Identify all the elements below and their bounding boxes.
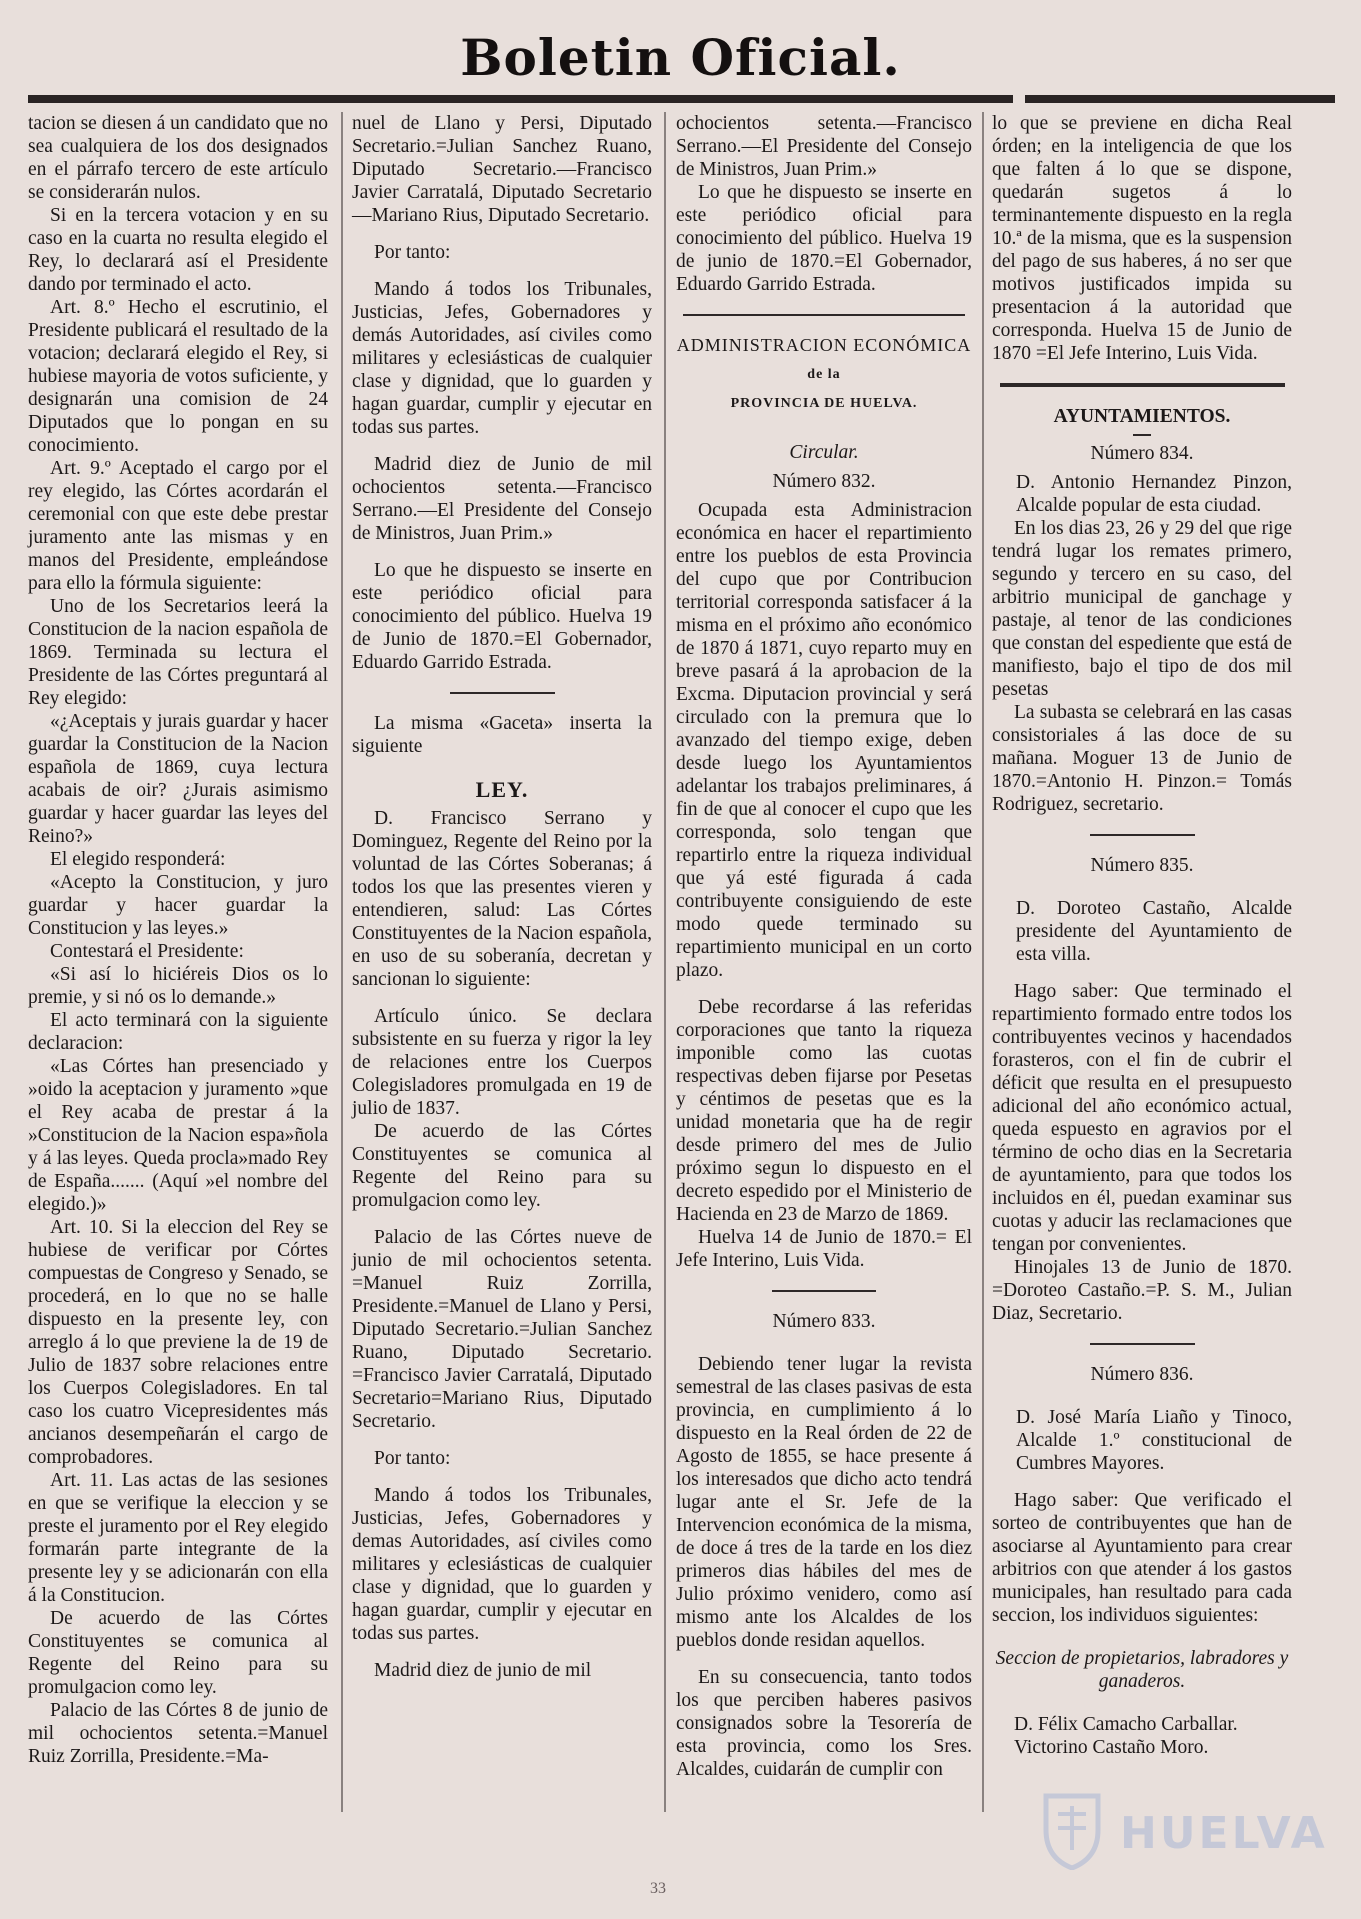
watermark-text: HUELVA [1120, 1808, 1328, 1859]
paragraph: Uno de los Secretarios leerá la Constitucion de la nacion española de 1869. Terminada su lectura el Presidente de las Córtes preguntará al Rey elegido: [28, 596, 328, 709]
paragraph: D. Antonio Hernandez Pinzon, Alcalde popular de esta ciudad. [1016, 472, 1292, 516]
paragraph: Lo que he dispuesto se inserte en este periódico oficial para conocimiento del público. Huelva 19 de junio de 1870.=El Gobernador, Eduardo Garrido Estrada. [676, 182, 972, 295]
header-rule-left [28, 95, 1013, 103]
dash [1133, 434, 1151, 436]
paragraph: Hago saber: Que verificado el sorteo de contribuyentes que han de asociarse al Ayuntamiento para crear arbitrios con que atender á los gastos municipales, han resultado para cada seccion, los individuos siguientes: [992, 1490, 1292, 1626]
section-subheading: PROVINCIA DE HUELVA. [730, 396, 918, 411]
paragraph: lo que se previene en dicha Real órden; en la inteligencia de que los que falten á lo que se dispone, quedarán sugetos á lo terminantemente dispuesto en la regla 10.ª de la misma, que es la suspension del pago de sus haberes, á no ser que motivos justificados impida su presentacion á la autoridad que corresponda. Huelva 15 de Junio de 1870 =El Jefe Interino, Luis Vida. [992, 113, 1292, 364]
paragraph: ochocientos setenta.—Francisco Serrano.—El Presidente del Consejo de Ministros, Juan Prim.» [676, 113, 972, 180]
column-divider [664, 112, 666, 1812]
paragraph: La subasta se celebrará en las casas consistoriales á las doce de su mañana. Moguer 13 de Junio de 1870.=Antonio H. Pinzon.= Tomás Rodriguez, secretario. [992, 702, 1292, 815]
header-rule-right [1025, 95, 1335, 103]
paragraph: En su consecuencia, tanto todos los que perciben haberes pasivos consignados sobre la Tesorería de esta provincia, como los Sres. Alcaldes, cuidarán de cumplir con [676, 1667, 972, 1780]
paragraph: El elegido responderá: [50, 849, 226, 870]
signature-paragraph: Hinojales 13 de Junio de 1870. =Doroteo Castaño.=P. S. M., Julian Diaz, Secretario. [992, 1257, 1292, 1324]
name-line: D. Félix Camacho Carballar. [1014, 1714, 1238, 1735]
name-line: Victorino Castaño Moro. [1014, 1737, 1209, 1758]
paragraph: Mando á todos los Tribunales, Justicias, Jefes, Gobernadores y demás Autoridades, así civiles como militares y eclesiásticas de cualquier clase y dignidad, que lo guarden y hagan guardar, cumplir y ejecutar en todas sus partes. [352, 279, 652, 438]
section-divider [1090, 834, 1195, 836]
column-divider [341, 112, 343, 1812]
oath-question: «¿Aceptais y jurais guardar y hacer guardar la Constitucion de la Nacion española de 1869, cuya lectura acabais de oir? ¿Jurais asimismo guardar y hacer guardar las leyes del Reino?» [28, 711, 328, 847]
section-divider [772, 1290, 876, 1292]
paragraph: Si en la tercera votacion y en su caso en la cuarta no resulta elegido el Rey, lo declarará así el Presidente dando por terminado el acto. [28, 205, 328, 295]
paragraph: La misma «Gaceta» inserta la siguiente [352, 713, 652, 757]
section-divider [683, 314, 964, 316]
paragraph: De acuerdo de las Córtes Constituyentes se comunica al Regente del Reino para su promulgacion como ley. [352, 1121, 652, 1211]
paragraph: D. Francisco Serrano y Dominguez, Regente del Reino por la voluntad de las Córtes Soberanas; á todos los que las presentes vieren y entendieren, salud: Las Córtes Constituyentes de la Nacion española, en uso de su soberanía, decretan y sancionan lo siguiente: [352, 808, 652, 990]
column-1 [28, 112, 328, 1768]
article-10: Art. 10. Si la eleccion del Rey se hubiese de verificar por Córtes compuestas de Congreso y Senado, se procederá, en lo que no se halle dispuesto en la presente ley, con arreglo á lo que previene la de 19 de Julio de 1837 sobre relaciones entre los Cuerpos Colegisladores. En tal caso los cuatro Vicepresidentes más ancianos desempeñarán el cargo de comprobadores. [28, 1217, 328, 1468]
paragraph: Artículo único. Se declara subsistente en su fuerza y rigor la ley de relaciones entre los Cuerpos Colegisladores promulgada en 19 de julio de 1837. [352, 1006, 652, 1119]
paragraph: De acuerdo de las Córtes Constituyentes se comunica al Regente del Reino para su promulgacion como ley. [28, 1608, 328, 1698]
signature-paragraph: Huelva 14 de Junio de 1870.= El Jefe Interino, Luis Vida. [676, 1227, 972, 1271]
section-heading: ADMINISTRACION ECONÓMICA [676, 335, 972, 355]
item-number: Número 834. [1090, 443, 1194, 464]
law-heading: LEY. [475, 777, 529, 802]
section-divider [1000, 383, 1285, 387]
column-2 [352, 112, 652, 1682]
paragraph: D. José María Liaño y Tinoco, Alcalde 1.º constitucional de Cumbres Mayores. [1016, 1407, 1292, 1474]
section-label: Seccion de propietarios, labradores y ganaderos. [995, 1648, 1289, 1692]
masthead-title: Boletin Oficial. [460, 28, 901, 87]
watermark [1040, 1790, 1340, 1870]
paragraph: Lo que he dispuesto se inserte en este periódico oficial para conocimiento del público. Huelva 19 de Junio de 1870.=El Gobernador, Eduardo Garrido Estrada. [352, 560, 652, 673]
oath-answer: «Acepto la Constitucion, y juro guardar y hacer guardar la Constitucion y las leyes.» [28, 872, 328, 939]
column-divider [982, 112, 984, 1812]
item-number: Número 833. [772, 1311, 876, 1332]
section-divider [1090, 1343, 1195, 1345]
paragraph: Debe recordarse á las referidas corporaciones que tanto la riqueza imponible como las cuotas respectivas deben fijarse por Pesetas y céntimos de pesetas que es la unidad monetaria que ha de regir desde primero del mes de Julio próximo segun lo dispuesto en el decreto espedido por el Ministerio de Hacienda en 23 de Marzo de 1869. [676, 997, 972, 1225]
article-8: Art. 8.º Hecho el escrutinio, el Presidente publicará el resultado de la votacion; declarará elegido el Rey, si hubiese mayoria de votos suficiente, y designarán una comision de 24 Diputados que lo pongan en su conocimiento. [28, 297, 328, 456]
paragraph: Debiendo tener lugar la revista semestral de las clases pasivas de esta provincia, en cumplimiento á lo dispuesto en la Real órden de 22 de Agosto de 1855, se hace presente á los interesados que dicho acto tendrá lugar ante el Sr. Jefe de la Intervencion económica de la misma, de doce á tres de la tarde en los diez primeros dias hábiles del mes de Julio próximo venidero, como así mismo ante los Alcaldes de los pueblos donde residan aquellos. [676, 1354, 972, 1651]
section-divider [450, 692, 555, 694]
paragraph: Palacio de las Córtes nueve de junio de mil ochocientos setenta. =Manuel Ruiz Zorrilla, Presidente.=Manuel de Llano y Persi, Diputado Secretario.=Julian Sanchez Ruano, Diputado Secretario. =Francisco Javier Carratalá, Diputado Secretario=Mariano Rius, Diputado Secretario. [352, 1227, 652, 1432]
paragraph: En los dias 23, 26 y 29 del que rige tendrá lugar los remates primero, segundo y tercero en su caso, del arbitrio municipal de ganchage y pastaje, al tenor de las condiciones que constan del espediente que está de manifiesto, bajo el tipo de dos mil pesetas [992, 518, 1292, 700]
article-11: Art. 11. Las actas de las sesiones en que se verifique la eleccion y se preste el juramento por el Rey elegido formarán parte integrante de la presente ley y se adicionarán con ella á la Constitucion. [28, 1470, 328, 1606]
column-4 [992, 112, 1292, 1759]
paragraph: «Si así lo hiciéreis Dios os lo premie, y si nó os lo demande.» [28, 964, 328, 1008]
date-paragraph: Madrid diez de junio de mil [374, 1660, 592, 1681]
paragraph: Mando á todos los Tribunales, Justicias, Jefes, Gobernadores y demas Autoridades, así civiles como militares y eclesiásticas de cualquier clase y dignidad, que lo guarden y hagan guardar, cumplir y ejecutar en todas sus partes. [352, 1485, 652, 1644]
signature-paragraph: Palacio de las Córtes 8 de junio de mil ochocientos setenta.=Manuel Ruiz Zorrilla, Presidente.=Ma- [28, 1700, 328, 1767]
paragraph: D. Doroteo Castaño, Alcalde presidente del Ayuntamiento de esta villa. [1016, 898, 1292, 965]
paragraph: tacion se diesen á un candidato que no sea cualquiera de los dos designados en el párrafo tercero de este artículo se considerarán nulos. [28, 113, 328, 203]
paragraph: Por tanto: [374, 242, 451, 263]
circular-label: Circular. [789, 442, 859, 463]
paragraph: El acto terminará con la siguiente declaracion: [28, 1010, 328, 1054]
section-subheading: de la [807, 367, 841, 382]
date-paragraph: Madrid diez de Junio de mil ochocientos setenta.—Francisco Serrano.—El Presidente del Consejo de Ministros, Juan Prim.» [352, 454, 652, 544]
item-number: Número 835. [1090, 855, 1194, 876]
article-9: Art. 9.º Aceptado el cargo por el rey elegido, las Córtes acordarán el ceremonial con que este debe prestar juramento ante las mismas y en manos del Presidente, empleándose para ello la fórmula siguiente: [28, 458, 328, 594]
paragraph: Ocupada esta Administracion económica en hacer el repartimiento entre los pueblos de esta Provincia del cupo que por Contribucion territorial corresponda satisfacer á la misma en el próximo año económico de 1870 á 1871, cuyo reparto muy en breve pasará á la aprobacion de la Excma. Diputacion provincial y será circulado con la premura que lo avanzado del tiempo exige, deben desde luego los Ayuntamientos adelantar los trabajos preliminares, á fin de que al conocer el cupo que les corresponda, solo tengan que repartirlo entre la riqueza individual que yá esté figurada á cada contribuyente consiguiendo de este modo quede terminado su repartimiento municipal en un corto plazo. [676, 500, 972, 981]
paragraph: Hago saber: Que terminado el repartimiento formado entre todos los contribuyentes vecinos y hacendados forasteros, con el fin de cubrir el déficit que resulta en el presupuesto adicional del año económico actual, queda espuesto en agravios por el término de ocho dias en la Secretaria de ayuntamiento, para que todos los incluidos en él, puedan examinar sus cuotas y aducir las reclamaciones que tengan por convenientes. [992, 981, 1292, 1255]
paragraph: Por tanto: [374, 1448, 451, 1469]
page-number: 33 [650, 1880, 666, 1897]
item-number: Número 836. [1090, 1364, 1194, 1385]
column-3 [676, 112, 972, 1781]
paragraph: nuel de Llano y Persi, Diputado Secretario.=Julian Sanchez Ruano, Diputado Secretario.—Francisco Javier Carratalá, Diputado Secretario —Mariano Rius, Diputado Secretario. [352, 113, 652, 226]
item-number: Número 832. [772, 471, 876, 492]
paragraph: Contestará el Presidente: [50, 941, 244, 962]
declaration: «Las Córtes han presenciado y »oido la aceptacion y juramento »que el Rey acaba de prestar á la »Constitucion de la Nacion espa»ñola y á las leyes. Queda procla»mado Rey de España....... (Aquí »el nombre del elegido.)» [28, 1056, 328, 1215]
crest-icon [1040, 1790, 1104, 1870]
section-heading: AYUNTAMIENTOS. [1053, 406, 1231, 427]
